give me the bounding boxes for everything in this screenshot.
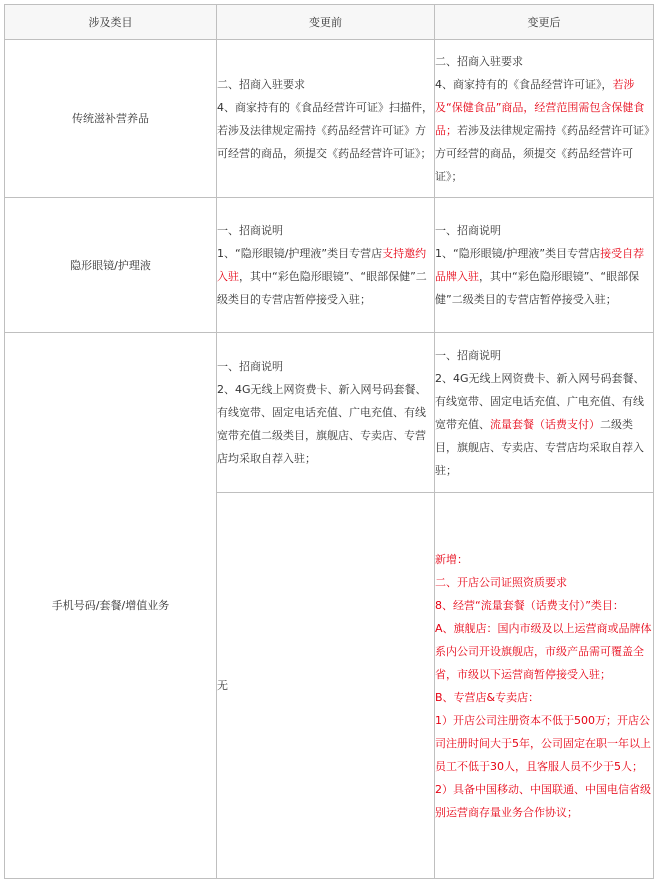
added-line: 新增： — [435, 552, 468, 566]
clause-text: 4、商家持有的《食品经营许可证》扫描件，若涉及法律规定需持《药品经营许可证》方可经营的商品，须提交《药品经营许可证》； — [217, 100, 433, 160]
before-cell-added: 无 — [217, 493, 435, 879]
clause-text — [435, 242, 653, 311]
section-heading: 一、招商说明 — [217, 360, 283, 373]
added-line: 2）具备中国移动、中国联通、中国电信省级别运营商存量业务合作协议； — [435, 782, 651, 819]
changed-text: 支持邀约入驻 — [217, 247, 427, 283]
before-cell — [217, 198, 435, 333]
added-line: B、专营店&专卖店： — [435, 690, 540, 704]
clause-text — [217, 242, 434, 311]
after-cell — [435, 333, 654, 493]
clause-tail: ，其中“彩色隐形眼镜”、“眼部保健”二级类目的专营店暂停接受入驻； — [217, 270, 427, 306]
clause-lead: 1、“隐形眼镜/护理液”类目专营店 — [435, 247, 601, 260]
after-cell-added — [435, 493, 654, 879]
table-row — [5, 333, 654, 493]
section-heading: 一、招商说明 — [435, 348, 501, 362]
added-line: A、旗舰店：国内市级及以上运营商或品牌体系内公司开设旗舰店，市级产品需可覆盖全省，市级以下运营商暂停接受入驻； — [435, 621, 652, 681]
header-before: 变更前 — [217, 5, 435, 40]
before-cell — [217, 333, 435, 493]
table-row — [5, 198, 654, 333]
clause-tail: 二级类目，旗舰店、专卖店、专营店均采取自荐入驻； — [435, 417, 644, 477]
category-cell: 传统滋补营养品 — [5, 40, 217, 198]
changed-text: 流量套餐（话费支付） — [490, 417, 600, 431]
category-cell: 隐形眼镜/护理液 — [5, 198, 217, 333]
clause-tail: 若涉及法律规定需持《药品经营许可证》方可经营的商品，须提交《药品经营许可证》； — [435, 123, 650, 183]
clause-tail: ，其中“彩色隐形眼镜”、“眼部保健”二级类目的专营店暂停接受入驻； — [435, 270, 640, 306]
after-cell — [435, 40, 654, 198]
header-row — [5, 5, 654, 40]
category-cell: 手机号码/套餐/增值业务 — [5, 333, 217, 879]
header-after: 变更后 — [435, 5, 654, 40]
clause-text — [435, 73, 653, 188]
added-line: 二、开店公司证照资质要求 — [435, 575, 567, 589]
added-line: 8、经营“流量套餐（话费支付）”类目： — [435, 598, 624, 612]
after-cell — [435, 198, 654, 333]
clause-lead: 1、“隐形眼镜/护理液”类目专营店 — [217, 247, 383, 260]
changed-text: 接受自荐品牌入驻 — [435, 247, 645, 283]
header-category: 涉及类目 — [5, 5, 217, 40]
section-heading: 一、招商说明 — [435, 224, 501, 237]
added-line: 1）开店公司注册资本不低于500万；开店公司注册时间大于5年，公司固定在职一年以上员工不低于30人，且客服人员不少于5人； — [435, 713, 651, 773]
clause-text: 2、4G无线上网资费卡、新入网号码套餐、有线宽带、固定电话充值、广电充值、有线宽带充值二级类目，旗舰店、专卖店、专营店均采取自荐入驻； — [217, 383, 427, 465]
section-heading: 一、招商说明 — [217, 224, 283, 237]
clause-text — [435, 367, 653, 482]
table-row — [5, 40, 654, 198]
section-heading: 二、招商入驻要求 — [435, 54, 523, 68]
clause-lead: 2、4G无线上网资费卡、新入网号码套餐、有线宽带、固定电话充值、广电充值、有线宽带充值、 — [435, 371, 645, 431]
clause-lead: 4、商家持有的《食品经营许可证》， — [435, 77, 613, 91]
changed-text: 若涉及“保健食品”商品，经营范围需包含保健食品； — [435, 77, 645, 137]
section-heading: 二、招商入驻要求 — [217, 77, 305, 91]
change-table — [4, 4, 654, 879]
before-cell — [217, 40, 435, 198]
